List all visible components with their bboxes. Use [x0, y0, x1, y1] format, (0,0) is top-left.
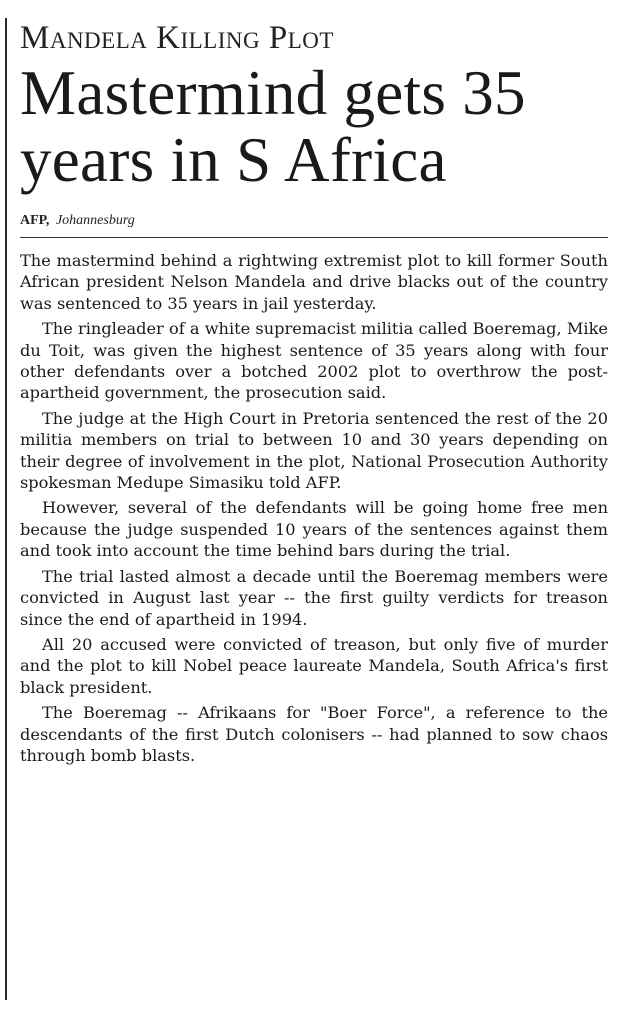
byline — [20, 212, 608, 230]
article-paragraph: The trial lasted almost a decade until the Boeremag members were convicted in August last year -- the first guilty verdicts for treason since the end of apartheid in 1994. — [20, 566, 608, 629]
article-paragraph: The Boeremag -- Afrikaans for "Boer Force", a reference to the descendants of the first Dutch colonisers -- had planned to sow chaos through bomb blasts. — [20, 703, 608, 765]
byline-city: Johannesburg — [55, 213, 135, 228]
article-headline: Mastermind gets 35 years in S Africa — [20, 58, 526, 195]
article-paragraph: The mastermind behind a rightwing extremist plot to kill former South African president Nelson Mandela and drive blacks out of the country was sentenced to 35 years in jail yesterday. — [20, 251, 608, 313]
column-rule — [5, 18, 7, 1000]
article-paragraph: All 20 accused were convicted of treason, but only five of murder and the plot to kill Nobel peace laureate Mandela, South Africa's first black president. — [20, 634, 608, 697]
article-paragraph: However, several of the defendants will be going home free men because the judge suspended 10 years of the sentences against them and took into account the time behind bars during the trial. — [20, 498, 608, 561]
article-paragraph: The judge at the High Court in Pretoria sentenced the rest of the 20 militia members on trial to between 10 and 30 years depending on their degree of involvement in the plot, National Prosecution Authority spokesman Medupe Simasiku told AFP. — [20, 408, 608, 493]
byline-agency: AFP, — [20, 213, 50, 228]
byline-divider — [20, 237, 608, 238]
article-paragraph: The ringleader of a white supremacist militia called Boeremag, Mike du Toit, was given the highest sentence of 35 years along with four other defendants over a botched 2002 plot to overthrow the post-apartheid government, the prosecution said. — [20, 319, 608, 403]
article-kicker: Mandela Killing Plot — [20, 20, 334, 56]
article-body — [20, 250, 608, 766]
news-article — [20, 18, 608, 770]
